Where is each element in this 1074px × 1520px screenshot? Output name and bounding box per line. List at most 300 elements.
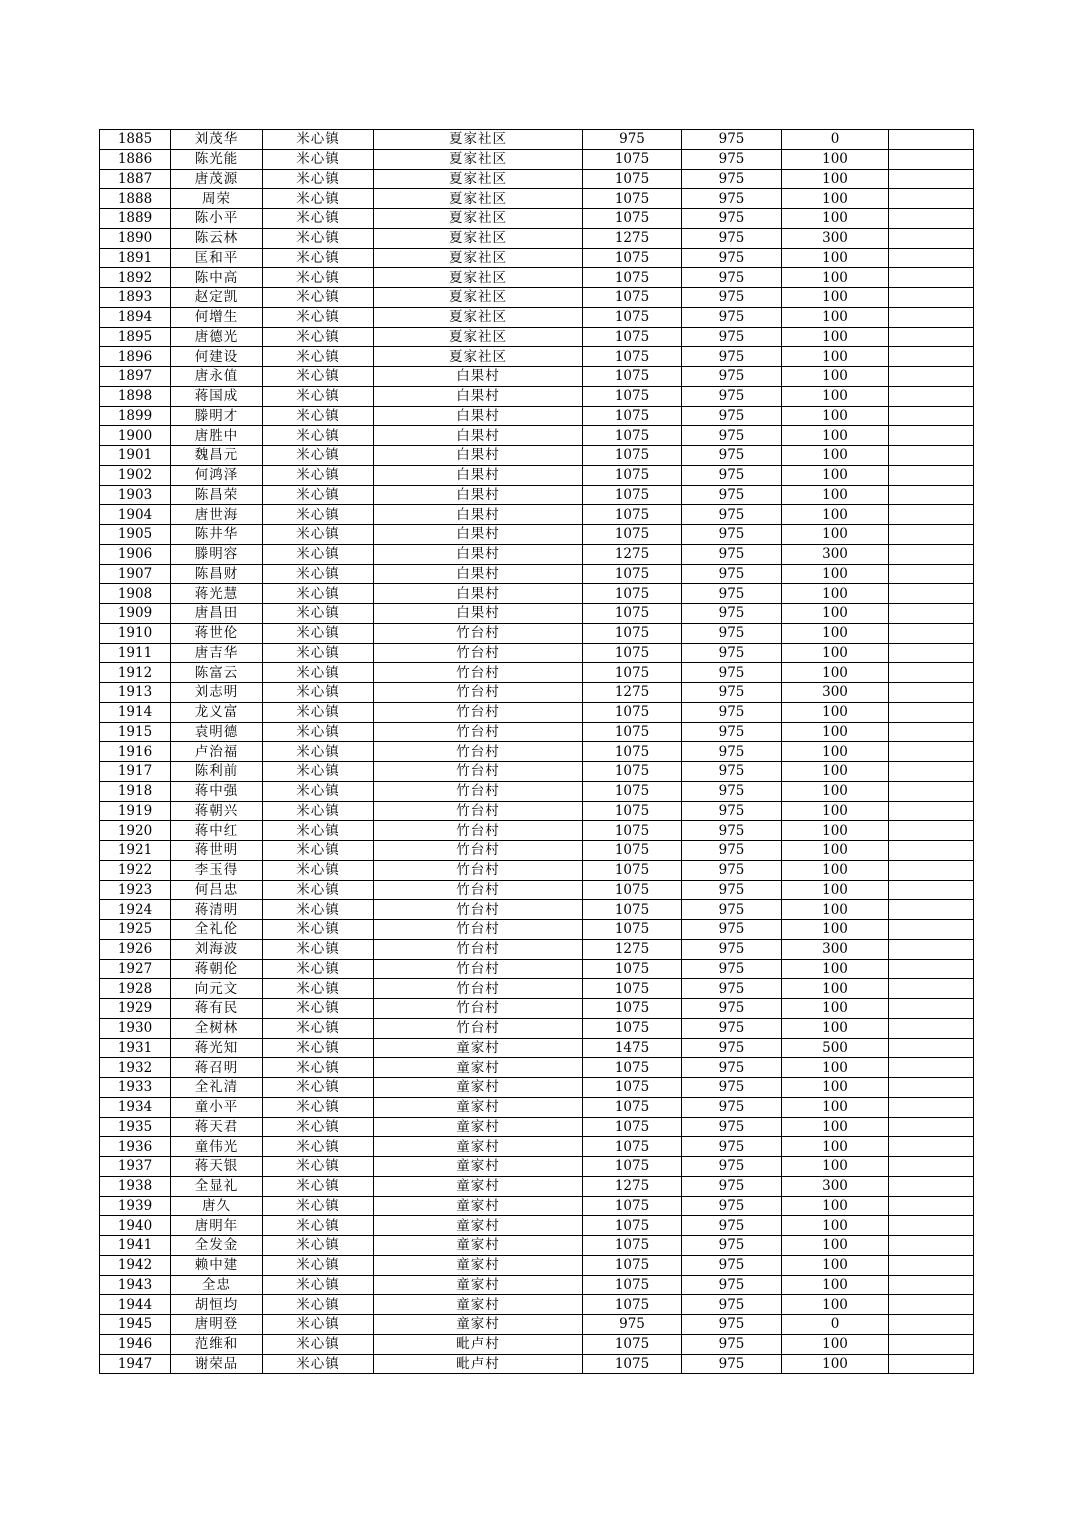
cell-amount-b: 975	[682, 1058, 782, 1078]
cell-name: 陈小平	[171, 209, 263, 229]
cell-difference: 100	[782, 604, 889, 624]
cell-amount-a: 1075	[583, 801, 682, 821]
cell-difference: 300	[782, 683, 889, 703]
cell-town: 米心镇	[263, 702, 374, 722]
table-row	[100, 1255, 974, 1275]
cell-no: 1913	[100, 683, 171, 703]
cell-amount-a: 1475	[583, 1038, 682, 1058]
cell-village: 竹台村	[374, 821, 583, 841]
table-row	[100, 702, 974, 722]
cell-amount-a: 1075	[583, 860, 682, 880]
cell-amount-a: 1075	[583, 347, 682, 367]
cell-name: 李玉得	[171, 860, 263, 880]
cell-village: 竹台村	[374, 880, 583, 900]
cell-remark	[889, 209, 974, 229]
cell-amount-b: 975	[682, 130, 782, 150]
cell-amount-b: 975	[682, 900, 782, 920]
cell-town: 米心镇	[263, 900, 374, 920]
cell-remark	[889, 564, 974, 584]
table-row	[100, 604, 974, 624]
table-row	[100, 860, 974, 880]
cell-name: 全显礼	[171, 1176, 263, 1196]
table-row	[100, 386, 974, 406]
cell-name: 范维和	[171, 1334, 263, 1354]
cell-remark	[889, 722, 974, 742]
cell-difference: 100	[782, 860, 889, 880]
table-row	[100, 525, 974, 545]
cell-amount-a: 1075	[583, 722, 682, 742]
table-row	[100, 939, 974, 959]
table-row	[100, 1038, 974, 1058]
cell-village: 童家村	[374, 1275, 583, 1295]
table-row	[100, 1058, 974, 1078]
cell-village: 童家村	[374, 1196, 583, 1216]
cell-amount-b: 975	[682, 386, 782, 406]
cell-no: 1937	[100, 1157, 171, 1177]
cell-no: 1943	[100, 1275, 171, 1295]
cell-name: 魏昌元	[171, 446, 263, 466]
cell-remark	[889, 406, 974, 426]
cell-amount-a: 1075	[583, 1157, 682, 1177]
cell-village: 白果村	[374, 584, 583, 604]
cell-amount-a: 1075	[583, 1295, 682, 1315]
table-row	[100, 584, 974, 604]
cell-remark	[889, 939, 974, 959]
cell-difference: 100	[782, 702, 889, 722]
cell-village: 夏家社区	[374, 189, 583, 209]
cell-village: 童家村	[374, 1157, 583, 1177]
cell-amount-b: 975	[682, 781, 782, 801]
cell-name: 赖中建	[171, 1255, 263, 1275]
cell-amount-b: 975	[682, 742, 782, 762]
cell-name: 蒋光慧	[171, 584, 263, 604]
cell-name: 全礼清	[171, 1078, 263, 1098]
cell-no: 1947	[100, 1354, 171, 1374]
cell-difference: 100	[782, 801, 889, 821]
table-row	[100, 1176, 974, 1196]
table-row	[100, 663, 974, 683]
cell-town: 米心镇	[263, 1176, 374, 1196]
cell-difference: 100	[782, 643, 889, 663]
cell-no: 1899	[100, 406, 171, 426]
cell-amount-a: 1075	[583, 623, 682, 643]
cell-town: 米心镇	[263, 505, 374, 525]
cell-name: 蒋中强	[171, 781, 263, 801]
cell-name: 童小平	[171, 1097, 263, 1117]
table-row	[100, 623, 974, 643]
cell-name: 袁明德	[171, 722, 263, 742]
table-row	[100, 209, 974, 229]
table-row	[100, 248, 974, 268]
cell-village: 竹台村	[374, 762, 583, 782]
cell-amount-a: 1075	[583, 307, 682, 327]
cell-remark	[889, 999, 974, 1019]
table-row	[100, 1334, 974, 1354]
cell-village: 竹台村	[374, 702, 583, 722]
cell-name: 何吕忠	[171, 880, 263, 900]
cell-amount-a: 1275	[583, 939, 682, 959]
table-row	[100, 762, 974, 782]
table-row	[100, 1236, 974, 1256]
cell-difference: 300	[782, 1176, 889, 1196]
table-row	[100, 1157, 974, 1177]
cell-amount-b: 975	[682, 841, 782, 861]
cell-town: 米心镇	[263, 149, 374, 169]
cell-difference: 300	[782, 544, 889, 564]
table-row	[100, 841, 974, 861]
cell-amount-a: 1075	[583, 742, 682, 762]
cell-name: 卢治福	[171, 742, 263, 762]
cell-no: 1924	[100, 900, 171, 920]
cell-town: 米心镇	[263, 1315, 374, 1335]
cell-amount-a: 1075	[583, 1275, 682, 1295]
cell-remark	[889, 841, 974, 861]
cell-amount-b: 975	[682, 485, 782, 505]
cell-town: 米心镇	[263, 939, 374, 959]
table-row	[100, 544, 974, 564]
table-row	[100, 130, 974, 150]
cell-village: 白果村	[374, 485, 583, 505]
cell-village: 白果村	[374, 426, 583, 446]
cell-village: 竹台村	[374, 841, 583, 861]
cell-town: 米心镇	[263, 1018, 374, 1038]
cell-no: 1896	[100, 347, 171, 367]
cell-town: 米心镇	[263, 801, 374, 821]
cell-remark	[889, 1216, 974, 1236]
cell-no: 1885	[100, 130, 171, 150]
cell-village: 夏家社区	[374, 130, 583, 150]
cell-town: 米心镇	[263, 860, 374, 880]
cell-difference: 100	[782, 900, 889, 920]
cell-difference: 300	[782, 939, 889, 959]
cell-amount-a: 1075	[583, 841, 682, 861]
cell-difference: 100	[782, 959, 889, 979]
cell-village: 竹台村	[374, 683, 583, 703]
cell-town: 米心镇	[263, 762, 374, 782]
cell-difference: 100	[782, 426, 889, 446]
table-row	[100, 1216, 974, 1236]
cell-remark	[889, 959, 974, 979]
cell-amount-a: 1075	[583, 1137, 682, 1157]
cell-village: 竹台村	[374, 643, 583, 663]
cell-town: 米心镇	[263, 1137, 374, 1157]
table-row	[100, 465, 974, 485]
cell-village: 夏家社区	[374, 169, 583, 189]
cell-name: 蒋有民	[171, 999, 263, 1019]
cell-no: 1907	[100, 564, 171, 584]
cell-amount-a: 1075	[583, 604, 682, 624]
cell-amount-a: 1075	[583, 1354, 682, 1374]
cell-amount-a: 1075	[583, 149, 682, 169]
cell-village: 竹台村	[374, 920, 583, 940]
cell-amount-a: 1075	[583, 525, 682, 545]
cell-difference: 100	[782, 1018, 889, 1038]
cell-name: 蒋天君	[171, 1117, 263, 1137]
cell-difference: 100	[782, 1137, 889, 1157]
cell-town: 米心镇	[263, 307, 374, 327]
cell-amount-b: 975	[682, 169, 782, 189]
cell-no: 1936	[100, 1137, 171, 1157]
cell-no: 1930	[100, 1018, 171, 1038]
cell-name: 唐昌田	[171, 604, 263, 624]
cell-town: 米心镇	[263, 169, 374, 189]
cell-no: 1938	[100, 1176, 171, 1196]
cell-name: 唐德光	[171, 327, 263, 347]
cell-amount-a: 1075	[583, 1097, 682, 1117]
cell-amount-a: 1075	[583, 386, 682, 406]
cell-no: 1940	[100, 1216, 171, 1236]
cell-village: 童家村	[374, 1315, 583, 1335]
cell-remark	[889, 643, 974, 663]
table-row	[100, 367, 974, 387]
cell-amount-b: 975	[682, 663, 782, 683]
table-row	[100, 959, 974, 979]
cell-town: 米心镇	[263, 130, 374, 150]
table-row	[100, 426, 974, 446]
cell-no: 1942	[100, 1255, 171, 1275]
cell-village: 白果村	[374, 525, 583, 545]
cell-town: 米心镇	[263, 841, 374, 861]
cell-town: 米心镇	[263, 604, 374, 624]
cell-difference: 100	[782, 327, 889, 347]
cell-remark	[889, 584, 974, 604]
cell-no: 1927	[100, 959, 171, 979]
table-row	[100, 485, 974, 505]
cell-name: 胡恒均	[171, 1295, 263, 1315]
cell-remark	[889, 228, 974, 248]
cell-remark	[889, 1157, 974, 1177]
cell-no: 1934	[100, 1097, 171, 1117]
cell-village: 夏家社区	[374, 307, 583, 327]
cell-no: 1928	[100, 979, 171, 999]
table-row	[100, 1295, 974, 1315]
cell-amount-b: 975	[682, 406, 782, 426]
cell-name: 全发金	[171, 1236, 263, 1256]
cell-town: 米心镇	[263, 742, 374, 762]
cell-difference: 500	[782, 1038, 889, 1058]
cell-no: 1891	[100, 248, 171, 268]
cell-no: 1918	[100, 781, 171, 801]
cell-no: 1886	[100, 149, 171, 169]
cell-difference: 100	[782, 485, 889, 505]
cell-no: 1889	[100, 209, 171, 229]
cell-town: 米心镇	[263, 959, 374, 979]
table-row	[100, 1117, 974, 1137]
cell-no: 1909	[100, 604, 171, 624]
cell-name: 陈利前	[171, 762, 263, 782]
cell-name: 蒋中红	[171, 821, 263, 841]
cell-difference: 300	[782, 228, 889, 248]
cell-amount-a: 1075	[583, 959, 682, 979]
cell-town: 米心镇	[263, 209, 374, 229]
cell-amount-b: 975	[682, 1295, 782, 1315]
cell-no: 1904	[100, 505, 171, 525]
cell-amount-b: 975	[682, 149, 782, 169]
cell-difference: 100	[782, 880, 889, 900]
cell-difference: 100	[782, 1295, 889, 1315]
cell-town: 米心镇	[263, 920, 374, 940]
cell-name: 唐永值	[171, 367, 263, 387]
cell-amount-a: 1075	[583, 505, 682, 525]
cell-amount-a: 1075	[583, 1236, 682, 1256]
cell-amount-b: 975	[682, 683, 782, 703]
cell-amount-a: 1275	[583, 683, 682, 703]
cell-no: 1901	[100, 446, 171, 466]
cell-village: 竹台村	[374, 781, 583, 801]
cell-village: 童家村	[374, 1038, 583, 1058]
cell-remark	[889, 604, 974, 624]
cell-amount-b: 975	[682, 939, 782, 959]
cell-amount-a: 1075	[583, 209, 682, 229]
cell-village: 毗卢村	[374, 1354, 583, 1374]
cell-no: 1892	[100, 268, 171, 288]
cell-difference: 100	[782, 722, 889, 742]
cell-amount-b: 975	[682, 1354, 782, 1374]
table-row	[100, 288, 974, 308]
cell-no: 1903	[100, 485, 171, 505]
cell-no: 1925	[100, 920, 171, 940]
cell-name: 滕明才	[171, 406, 263, 426]
cell-town: 米心镇	[263, 1157, 374, 1177]
cell-village: 童家村	[374, 1295, 583, 1315]
cell-name: 全礼伦	[171, 920, 263, 940]
cell-difference: 100	[782, 920, 889, 940]
cell-village: 竹台村	[374, 860, 583, 880]
cell-name: 唐明年	[171, 1216, 263, 1236]
cell-amount-b: 975	[682, 880, 782, 900]
cell-remark	[889, 801, 974, 821]
table-row	[100, 307, 974, 327]
cell-town: 米心镇	[263, 1236, 374, 1256]
cell-remark	[889, 1315, 974, 1335]
cell-amount-a: 1075	[583, 367, 682, 387]
cell-difference: 100	[782, 525, 889, 545]
cell-difference: 100	[782, 841, 889, 861]
cell-village: 毗卢村	[374, 1334, 583, 1354]
cell-remark	[889, 327, 974, 347]
cell-name: 陈中高	[171, 268, 263, 288]
cell-amount-b: 975	[682, 209, 782, 229]
cell-name: 龙义富	[171, 702, 263, 722]
cell-difference: 100	[782, 821, 889, 841]
cell-difference: 100	[782, 1078, 889, 1098]
cell-town: 米心镇	[263, 1354, 374, 1374]
cell-remark	[889, 1275, 974, 1295]
cell-name: 蒋光知	[171, 1038, 263, 1058]
cell-amount-b: 975	[682, 544, 782, 564]
cell-amount-a: 1075	[583, 248, 682, 268]
cell-town: 米心镇	[263, 1078, 374, 1098]
cell-no: 1912	[100, 663, 171, 683]
cell-amount-b: 975	[682, 367, 782, 387]
cell-name: 何鸿泽	[171, 465, 263, 485]
cell-amount-b: 975	[682, 268, 782, 288]
cell-amount-a: 1075	[583, 268, 682, 288]
table-row	[100, 505, 974, 525]
cell-amount-a: 1075	[583, 465, 682, 485]
cell-village: 夏家社区	[374, 347, 583, 367]
table-row	[100, 228, 974, 248]
cell-difference: 100	[782, 742, 889, 762]
cell-no: 1902	[100, 465, 171, 485]
cell-difference: 100	[782, 781, 889, 801]
cell-village: 竹台村	[374, 663, 583, 683]
cell-difference: 100	[782, 584, 889, 604]
cell-remark	[889, 367, 974, 387]
cell-town: 米心镇	[263, 288, 374, 308]
table-row	[100, 564, 974, 584]
cell-remark	[889, 1196, 974, 1216]
cell-town: 米心镇	[263, 347, 374, 367]
cell-town: 米心镇	[263, 406, 374, 426]
cell-village: 白果村	[374, 604, 583, 624]
cell-name: 全树林	[171, 1018, 263, 1038]
cell-town: 米心镇	[263, 465, 374, 485]
cell-no: 1897	[100, 367, 171, 387]
cell-remark	[889, 1334, 974, 1354]
cell-name: 蒋国成	[171, 386, 263, 406]
cell-amount-b: 975	[682, 722, 782, 742]
cell-name: 陈昌荣	[171, 485, 263, 505]
cell-amount-b: 975	[682, 1216, 782, 1236]
cell-name: 周荣	[171, 189, 263, 209]
cell-village: 竹台村	[374, 999, 583, 1019]
cell-remark	[889, 1038, 974, 1058]
cell-village: 夏家社区	[374, 149, 583, 169]
table-row	[100, 900, 974, 920]
cell-amount-b: 975	[682, 1334, 782, 1354]
cell-amount-b: 975	[682, 1078, 782, 1098]
cell-name: 蒋召明	[171, 1058, 263, 1078]
cell-village: 竹台村	[374, 801, 583, 821]
cell-no: 1894	[100, 307, 171, 327]
cell-name: 唐茂源	[171, 169, 263, 189]
cell-remark	[889, 1117, 974, 1137]
cell-amount-a: 1075	[583, 762, 682, 782]
cell-difference: 100	[782, 1334, 889, 1354]
cell-town: 米心镇	[263, 1334, 374, 1354]
cell-amount-b: 975	[682, 307, 782, 327]
table-row	[100, 327, 974, 347]
cell-amount-a: 1075	[583, 406, 682, 426]
cell-amount-b: 975	[682, 564, 782, 584]
cell-town: 米心镇	[263, 1295, 374, 1315]
table-body	[100, 130, 974, 1374]
cell-town: 米心镇	[263, 564, 374, 584]
cell-remark	[889, 189, 974, 209]
cell-amount-a: 1075	[583, 189, 682, 209]
cell-difference: 100	[782, 1157, 889, 1177]
cell-amount-a: 1075	[583, 920, 682, 940]
cell-no: 1915	[100, 722, 171, 742]
cell-town: 米心镇	[263, 367, 374, 387]
table-row	[100, 1354, 974, 1374]
cell-town: 米心镇	[263, 1058, 374, 1078]
cell-town: 米心镇	[263, 248, 374, 268]
cell-no: 1910	[100, 623, 171, 643]
cell-no: 1945	[100, 1315, 171, 1335]
table-row	[100, 920, 974, 940]
cell-no: 1941	[100, 1236, 171, 1256]
cell-name: 全忠	[171, 1275, 263, 1295]
cell-no: 1923	[100, 880, 171, 900]
cell-village: 童家村	[374, 1176, 583, 1196]
cell-amount-b: 975	[682, 959, 782, 979]
cell-remark	[889, 1176, 974, 1196]
cell-amount-a: 1075	[583, 979, 682, 999]
cell-amount-b: 975	[682, 327, 782, 347]
cell-no: 1926	[100, 939, 171, 959]
